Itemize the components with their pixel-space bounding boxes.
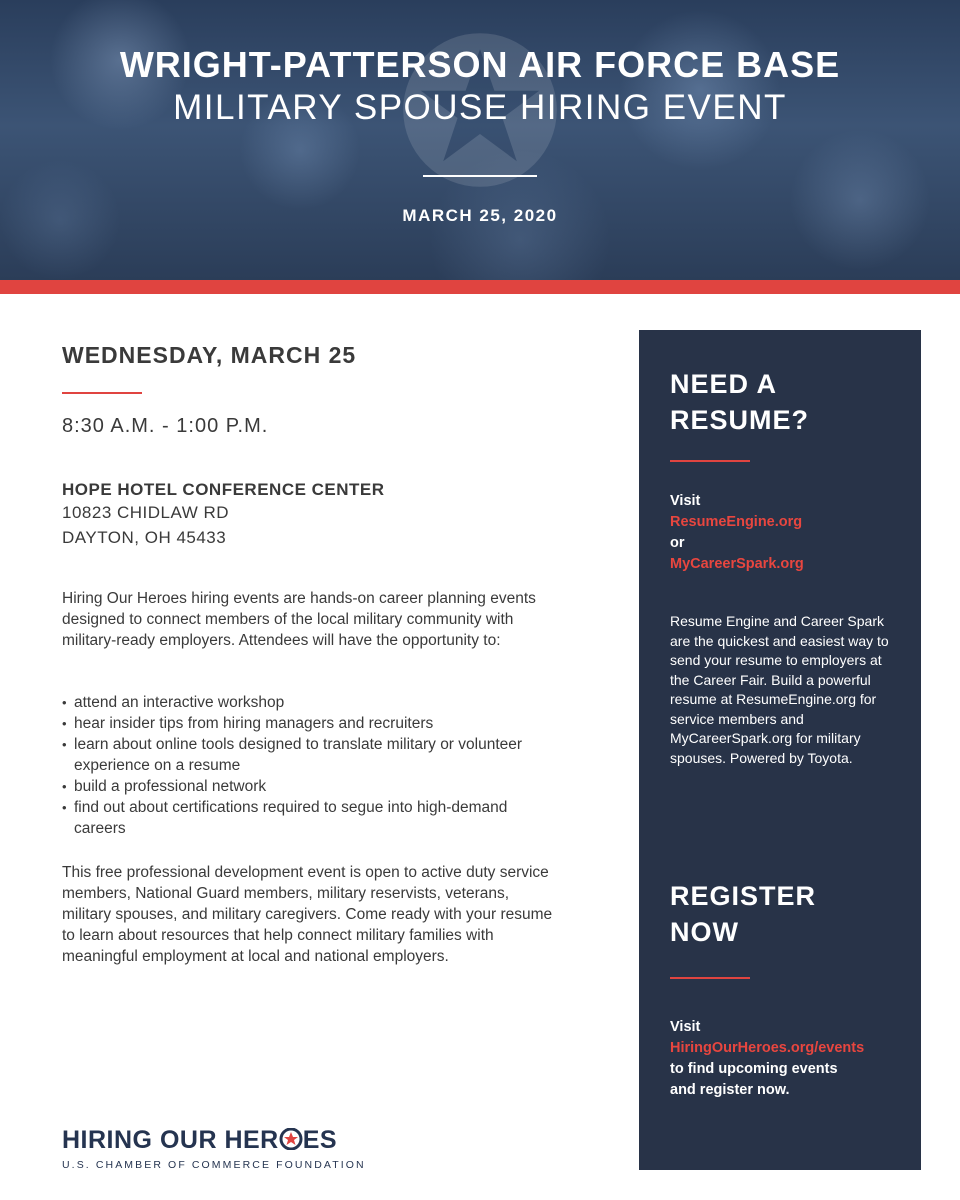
or-label: or — [670, 535, 685, 551]
red-accent-band — [0, 280, 960, 294]
star-o-icon — [279, 1128, 303, 1150]
event-subtitle: MILITARY SPOUSE HIRING EVENT — [173, 88, 787, 127]
venue-address-line2: DAYTON, OH 45433 — [62, 528, 227, 547]
resume-engine-link[interactable]: ResumeEngine.org — [670, 514, 803, 530]
sidebar-panel — [639, 330, 921, 1170]
logo-subtitle: U.S. CHAMBER OF COMMERCE FOUNDATION — [62, 1159, 366, 1171]
logo-text-part1: HIRING OUR HER — [62, 1126, 279, 1154]
event-base-title: WRIGHT-PATTERSON AIR FORCE BASE — [119, 44, 841, 85]
hero-divider — [423, 175, 537, 177]
benefits-list — [62, 692, 542, 839]
event-time: 8:30 A.M. - 1:00 P.M. — [62, 415, 269, 437]
resume-divider — [670, 460, 750, 462]
register-heading — [670, 878, 816, 950]
register-divider — [670, 977, 750, 979]
resume-heading-line2: RESUME? — [670, 405, 810, 435]
resume-heading-line1: NEED A — [670, 369, 778, 399]
venue-address-line1: 10823 CHIDLAW RD — [62, 503, 230, 522]
heading-divider — [62, 392, 142, 394]
register-heading-line2: NOW — [670, 917, 739, 947]
list-item: • build a professional network — [62, 776, 542, 797]
register-text-line2: and register now. — [670, 1082, 790, 1098]
hero-banner — [0, 0, 960, 280]
resume-heading — [670, 366, 809, 438]
event-day-heading: WEDNESDAY, MARCH 25 — [62, 342, 357, 368]
logo-text-part2: ES — [302, 1126, 338, 1154]
list-item: • learn about online tools designed to translate military or volunteer experience on a resume — [62, 734, 542, 776]
visit-label: Visit — [670, 493, 701, 509]
venue-name: HOPE HOTEL CONFERENCE CENTER — [62, 480, 385, 499]
intro-paragraph: Hiring Our Heroes hiring events are hands-on career planning events designed to connect members of the local military community with military-ready employers. Attendees will have the opportunity to: — [62, 590, 536, 649]
list-item: • find out about certifications required to segue into high-demand careers — [62, 797, 542, 839]
hiring-our-heroes-logo — [62, 1126, 337, 1155]
visit-label-2: Visit — [670, 1019, 701, 1035]
resume-links-block — [670, 491, 804, 575]
resume-paragraph: Resume Engine and Career Spark are the quickest and easiest way to send your resume to employers at the Career Fair. Build a powerful resume at ResumeEngine.org for service members and MyCareerSpark.org for military spouses. Powered by Toyota. — [670, 613, 889, 766]
hiring-our-heroes-events-link[interactable]: HiringOurHeroes.org/events — [670, 1040, 865, 1056]
register-heading-line1: REGISTER — [670, 881, 817, 911]
event-date: MARCH 25, 2020 — [402, 206, 558, 225]
register-links-block — [670, 1017, 864, 1101]
register-text-line1: to find upcoming events — [670, 1061, 838, 1077]
mycareerspark-link[interactable]: MyCareerSpark.org — [670, 556, 804, 572]
list-item: • hear insider tips from hiring managers and recruiters — [62, 713, 542, 734]
list-item: • attend an interactive workshop — [62, 692, 542, 713]
closing-paragraph: This free professional development event is open to active duty service members, National Guard members, military reservists, veterans, military spouses, and military caregivers. Come ready with your resume to learn about resources that help connect military families with meaningful employment at local and national employers. — [62, 864, 553, 965]
